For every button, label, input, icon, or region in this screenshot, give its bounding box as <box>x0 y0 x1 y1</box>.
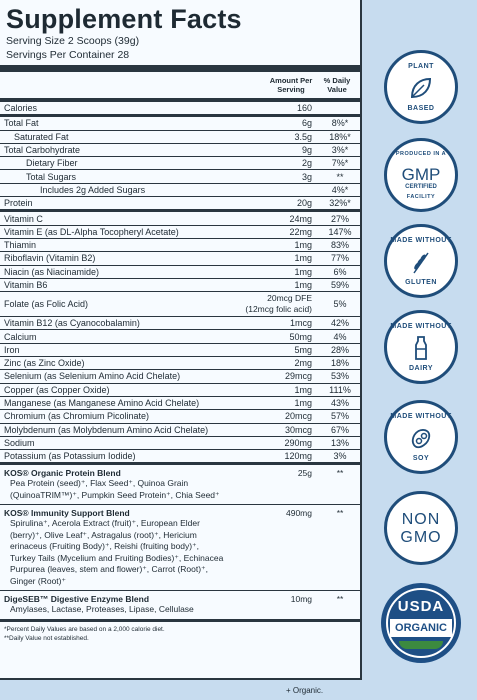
nutrient-dv: 3%* <box>331 145 349 156</box>
non-gmo-badge <box>384 491 458 565</box>
badge-text: GMO <box>400 529 442 546</box>
nutrient-row <box>0 117 360 130</box>
nutrient-row <box>0 239 360 252</box>
nutrient-name: Includes 2g Added Sugars <box>40 184 146 195</box>
nutrient-dv: 3% <box>333 451 347 462</box>
column-header <box>0 72 360 102</box>
seal-text: ORGANIC <box>390 619 452 637</box>
nutrient-row <box>0 357 360 370</box>
nutrient-row <box>0 197 360 212</box>
badge-text: PLANT <box>408 63 434 70</box>
blend-header <box>0 508 360 518</box>
leaf-icon <box>387 75 455 106</box>
nutrient-dv: ** <box>336 171 344 182</box>
milk-bottle-icon <box>387 335 455 366</box>
nutrient-row <box>0 144 360 157</box>
nutrient-row <box>0 450 360 465</box>
nutrient-name: Vitamin B12 (as Cyanocobalamin) <box>4 318 140 329</box>
nutrient-dv: 27% <box>330 213 349 224</box>
dairy-free-badge <box>384 310 458 384</box>
nutrient-name: Manganese (as Manganese Amino Acid Chelate) <box>4 398 200 409</box>
nutrient-amount: 2g <box>301 158 312 169</box>
nutrient-dv: 28% <box>330 344 349 355</box>
nutrient-amount: 20mcg <box>284 411 312 422</box>
nutrient-name: Zinc (as Zinc Oxide) <box>4 358 85 369</box>
nutrient-row <box>0 212 360 225</box>
nutrient-name: Copper (as Copper Oxide) <box>4 384 110 395</box>
blend-amount: 490mg <box>286 508 312 519</box>
badge-text: MADE WITHOUT <box>390 237 452 244</box>
nutrient-row <box>0 384 360 397</box>
nutrient-row <box>0 157 360 170</box>
nutrient-dv: 18% <box>330 358 349 369</box>
gluten-free-badge <box>384 224 458 298</box>
nutrient-amount: 3g <box>301 171 312 182</box>
nutrient-row <box>0 317 360 330</box>
blend-ingredients: Spirulina⁺, Acerola Extract (fruit)⁺, European Elder (berry)⁺, Olive Leaf⁺, Astragalus (root)⁺, Hericium erinaceus (Fruiting Body)⁺, Reishi (fruiting body)⁺, Turkey Tails (Mycelium and Fruiting Bodies)⁺, Echinacea Purpurea (leaves, stem and flower)⁺, Carrot (Root)⁺, Ginger (Root)⁺ <box>10 518 224 586</box>
nutrient-name: Folate (as Folic Acid) <box>4 299 89 310</box>
nutrient-row <box>0 279 360 292</box>
nutrient-amount: 120mg <box>284 451 312 462</box>
footnote-dv: *Percent Daily Values are based on a 2,000 calorie diet. <box>4 625 165 633</box>
serving-size: Serving Size 2 Scoops (39g) <box>6 35 140 47</box>
nutrient-row <box>0 184 360 197</box>
nutrient-amount: 1mcg <box>289 318 312 329</box>
footnotes <box>0 622 360 643</box>
nutrient-dv: 6% <box>333 266 347 277</box>
nutrient-dv: 67% <box>330 424 349 435</box>
nutrient-amount: 1mg <box>294 253 312 264</box>
nutrient-name: Thiamin <box>4 240 37 251</box>
nutrient-dv: 42% <box>330 318 349 329</box>
soybean-icon <box>387 425 455 456</box>
amount-line: 20mcg DFE <box>267 293 312 304</box>
wheat-icon <box>387 249 455 280</box>
badge-text: NON <box>401 511 441 528</box>
nutrient-row <box>0 170 360 183</box>
nutrient-amount: 1mg <box>294 266 312 277</box>
nutrient-row <box>0 252 360 265</box>
nutrient-name: Sodium <box>4 437 35 448</box>
nutrient-amount: 3.5g <box>294 131 312 142</box>
nutrient-amount: 1mg <box>294 398 312 409</box>
nutrient-amount: 29mcg <box>284 371 312 382</box>
blend-section <box>0 465 360 622</box>
nutrient-dv: 43% <box>330 398 349 409</box>
nutrient-row <box>0 131 360 144</box>
nutrient-dv: 57% <box>330 411 349 422</box>
seal-swoosh <box>399 641 443 649</box>
nutrient-dv: 4%* <box>331 184 349 195</box>
col-dv-header: % Daily Value <box>323 76 351 94</box>
badge-text: FACILITY <box>406 194 436 200</box>
nutrient-name: Chromium (as Chromium Picolinate) <box>4 411 150 422</box>
nutrient-amount: 5mg <box>294 344 312 355</box>
seal-text: USDA <box>397 598 445 615</box>
panel-title: Supplement Facts <box>6 4 242 34</box>
nutrient-amount: 290mg <box>284 437 312 448</box>
blend-ingredients: Pea Protein (seed)⁺, Flax Seed⁺, Quinoa Grain (QuinoaTRIM™)⁺, Pumpkin Seed Protein⁺, Chia Seed⁺ <box>10 478 220 500</box>
blend-block <box>0 591 360 622</box>
gmp-certified-badge <box>384 138 458 212</box>
nutrient-name: Saturated Fat <box>14 131 69 142</box>
badge-text: MADE WITHOUT <box>390 413 452 420</box>
nutrient-row <box>0 292 360 317</box>
nutrient-name: Riboflavin (Vitamin B2) <box>4 253 96 264</box>
nutrient-amount: 9g <box>301 145 312 156</box>
nutrient-name: Vitamin B6 <box>4 280 48 290</box>
nutrient-amount: 160 <box>296 103 312 114</box>
badge-text: CERTIFIED <box>405 184 437 190</box>
nutrient-row <box>0 102 360 117</box>
nutrient-dv: 7%* <box>331 158 349 169</box>
blend-name: DigeSEB™ Digestive Enzyme Blend <box>4 594 150 605</box>
nutrient-dv: 4% <box>333 331 347 342</box>
nutrient-amount: 30mcg <box>284 424 312 435</box>
nutrient-rows <box>0 102 360 465</box>
blend-name: KOS® Organic Protein Blend <box>4 468 121 479</box>
nutrient-amount: 20g <box>296 198 312 209</box>
nutrient-row <box>0 397 360 410</box>
nutrient-row <box>0 370 360 383</box>
badge-text: MADE WITHOUT <box>390 323 452 330</box>
nutrient-row <box>0 344 360 357</box>
col-amount-header: Amount Per Serving <box>269 76 313 94</box>
nutrient-dv: 83% <box>330 240 349 251</box>
servings-per-container: Servings Per Container 28 <box>6 49 130 61</box>
blend-header <box>0 468 360 478</box>
nutrient-name: Total Carbohydrate <box>4 145 81 156</box>
nutrient-dv: 147% <box>328 226 352 237</box>
nutrient-amount: 22mg <box>289 226 312 237</box>
nutrient-amount <box>230 293 320 315</box>
nutrient-name: Total Sugars <box>26 171 77 182</box>
nutrient-dv: 53% <box>330 371 349 382</box>
nutrient-dv: 18%* <box>329 131 351 142</box>
nutrient-amount: 2mg <box>294 358 312 369</box>
nutrient-name: Potassium (as Potassium Iodide) <box>4 451 136 462</box>
nutrient-row <box>0 226 360 239</box>
blend-block <box>0 505 360 591</box>
nutrient-name: Vitamin E (as DL-Alpha Tocopheryl Acetate) <box>4 226 179 237</box>
nutrient-name: Calories <box>4 103 38 114</box>
nutrient-name: Dietary Fiber <box>26 158 78 169</box>
nutrient-row <box>0 266 360 279</box>
blend-dv: ** <box>336 594 344 605</box>
plant-based-badge <box>384 50 458 124</box>
nutrient-amount: 6g <box>301 118 312 129</box>
nutrient-dv: 59% <box>330 280 349 290</box>
nutrient-dv: 77% <box>330 253 349 264</box>
nutrient-amount: 24mg <box>289 213 312 224</box>
usda-organic-seal <box>381 583 461 663</box>
nutrient-dv: 13% <box>330 437 349 448</box>
nutrient-name: Total Fat <box>4 118 39 129</box>
badge-text: PRODUCED IN A <box>395 151 447 157</box>
nutrient-amount: 1mg <box>294 384 312 395</box>
badge-text: GMP <box>401 165 441 184</box>
blend-name: KOS® Immunity Support Blend <box>4 508 130 519</box>
amount-line: (12mcg folic acid) <box>245 304 312 315</box>
nutrient-name: Niacin (as Niacinamide) <box>4 266 100 277</box>
nutrient-name: Molybdenum (as Molybdenum Amino Acid Chelate) <box>4 424 209 435</box>
nutrient-name: Selenium (as Selenium Amino Acid Chelate) <box>4 371 181 382</box>
nutrient-amount: 50mg <box>289 331 312 342</box>
blend-amount: 10mg <box>290 594 312 605</box>
soy-free-badge <box>384 400 458 474</box>
blend-dv: ** <box>336 508 344 519</box>
nutrient-amount: 1mg <box>294 280 312 290</box>
nutrient-row <box>0 424 360 437</box>
nutrient-row <box>0 437 360 450</box>
nutrient-name: Iron <box>4 344 20 355</box>
blend-dv: ** <box>336 468 344 479</box>
nutrient-name: Vitamin C <box>4 213 43 224</box>
badge-text: SOY <box>412 455 430 462</box>
blend-block <box>0 465 360 505</box>
nutrient-dv: 32%* <box>329 198 351 209</box>
badge-text: GLUTEN <box>405 279 437 286</box>
nutrient-row <box>0 410 360 423</box>
nutrient-dv: 5% <box>333 299 347 310</box>
blend-header <box>0 594 360 604</box>
nutrient-dv: 8%* <box>331 118 349 129</box>
nutrient-amount: 1mg <box>294 240 312 251</box>
blend-ingredients: Amylases, Lactase, Proteases, Lipase, Cellulase <box>10 604 194 615</box>
nutrient-row <box>0 330 360 343</box>
nutrient-name: Calcium <box>4 331 37 342</box>
divider-thick <box>0 65 360 72</box>
nutrient-name: Protein <box>4 198 33 209</box>
footnote-not-established: **Daily Value not established. <box>4 634 89 642</box>
blend-amount: 25g <box>297 468 312 479</box>
badge-text: DAIRY <box>408 365 434 372</box>
badge-text: BASED <box>407 105 435 112</box>
organic-note: + Organic. <box>286 686 324 695</box>
nutrient-dv: 111% <box>329 384 351 395</box>
